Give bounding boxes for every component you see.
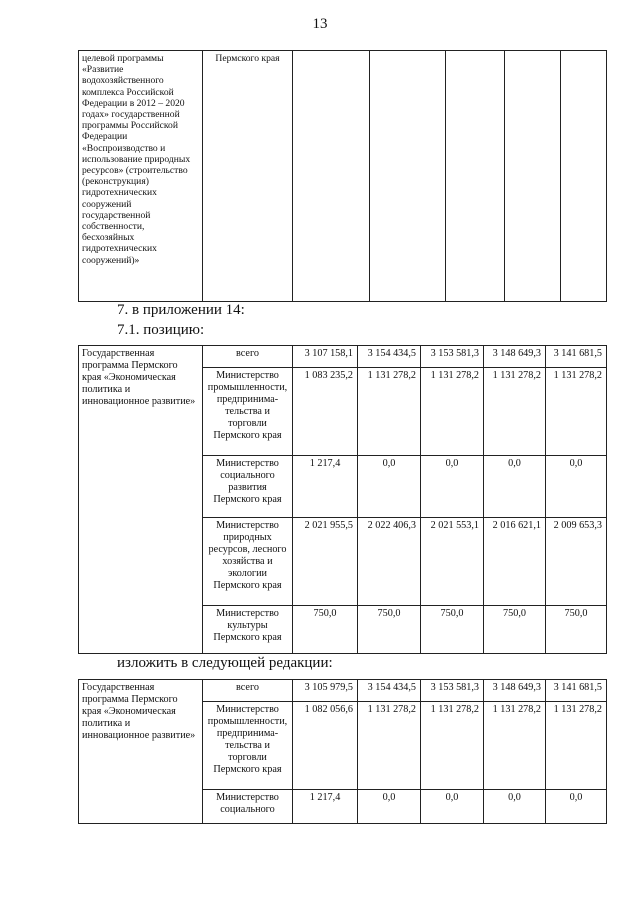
row-label: Министерство культуры Пермского края <box>203 606 293 654</box>
value-cell: 1 131 278,2 <box>546 702 607 790</box>
empty-cell <box>370 51 446 302</box>
region-cell: Пермского края <box>203 51 293 302</box>
row-label: всего <box>203 680 293 702</box>
old-position-table <box>78 345 607 654</box>
value-cell: 2 022 406,3 <box>358 518 421 606</box>
value-cell: 3 107 158,1 <box>293 346 358 368</box>
row-label: всего <box>203 346 293 368</box>
value-cell: 0,0 <box>358 456 421 518</box>
row-label: Министерство социального развития Пермского края <box>203 456 293 518</box>
value-cell: 3 148 649,3 <box>484 346 546 368</box>
program-name-cell: Государственная программа Пермского края «Экономическая политика и инновационное развитие» <box>79 346 203 654</box>
value-cell: 1 131 278,2 <box>546 368 607 456</box>
value-cell: 3 148 649,3 <box>484 680 546 702</box>
value-cell: 0,0 <box>484 790 546 824</box>
row-label: Министерство социального <box>203 790 293 824</box>
value-cell: 1 131 278,2 <box>484 702 546 790</box>
continuation-table <box>78 50 607 302</box>
value-cell: 0,0 <box>358 790 421 824</box>
value-cell: 2 021 955,5 <box>293 518 358 606</box>
value-cell: 2 016 621,1 <box>484 518 546 606</box>
row-label: Министерство природных ресурсов, лесного хозяйства и экологии Пермского края <box>203 518 293 606</box>
value-cell: 1 217,4 <box>293 790 358 824</box>
program-name-cell: Государственная программа Пермского края «Экономическая политика и инновационное развитие» <box>79 680 203 824</box>
value-cell: 1 131 278,2 <box>421 702 484 790</box>
value-cell: 750,0 <box>293 606 358 654</box>
row-label: Министерство промышленности, предпринима- тельства и торговли Пермского края <box>203 702 293 790</box>
value-cell: 3 141 681,5 <box>546 680 607 702</box>
value-cell: 3 154 434,5 <box>358 346 421 368</box>
value-cell: 1 083 235,2 <box>293 368 358 456</box>
value-cell: 0,0 <box>546 790 607 824</box>
value-cell: 0,0 <box>546 456 607 518</box>
value-cell: 2 021 553,1 <box>421 518 484 606</box>
value-cell: 0,0 <box>421 790 484 824</box>
value-cell: 3 141 681,5 <box>546 346 607 368</box>
empty-cell <box>505 51 561 302</box>
value-cell: 750,0 <box>484 606 546 654</box>
paragraph-7: 7. в приложении 14: <box>117 302 245 318</box>
empty-cell <box>446 51 505 302</box>
value-cell: 0,0 <box>421 456 484 518</box>
value-cell: 1 131 278,2 <box>358 368 421 456</box>
value-cell: 750,0 <box>421 606 484 654</box>
value-cell: 3 153 581,3 <box>421 346 484 368</box>
value-cell: 3 154 434,5 <box>358 680 421 702</box>
value-cell: 3 105 979,5 <box>293 680 358 702</box>
empty-cell <box>561 51 607 302</box>
value-cell: 3 153 581,3 <box>421 680 484 702</box>
value-cell: 1 131 278,2 <box>421 368 484 456</box>
value-cell: 0,0 <box>484 456 546 518</box>
value-cell: 2 009 653,3 <box>546 518 607 606</box>
empty-cell <box>293 51 370 302</box>
value-cell: 750,0 <box>358 606 421 654</box>
value-cell: 1 131 278,2 <box>358 702 421 790</box>
value-cell: 1 082 056,6 <box>293 702 358 790</box>
value-cell: 1 217,4 <box>293 456 358 518</box>
paragraph-new-edition: изложить в следующей редакции: <box>117 655 333 671</box>
value-cell: 1 131 278,2 <box>484 368 546 456</box>
page-number: 13 <box>312 16 328 32</box>
new-position-table <box>78 679 607 824</box>
value-cell: 750,0 <box>546 606 607 654</box>
paragraph-7-1: 7.1. позицию: <box>117 322 205 338</box>
program-description-cell: целевой программы «Развитие водохозяйственного комплекса Российской Федерации в 2012 – 2020 годах» государственной программы Российской Федерации «Воспроизводство и использование природных ресурсов» (строительство (реконструкция) гидротехнических сооружений государственной собственности, бесхозяйных гидротехнических сооружений)» <box>79 51 203 302</box>
row-label: Министерство промышленности, предпринима- тельства и торговли Пермского края <box>203 368 293 456</box>
